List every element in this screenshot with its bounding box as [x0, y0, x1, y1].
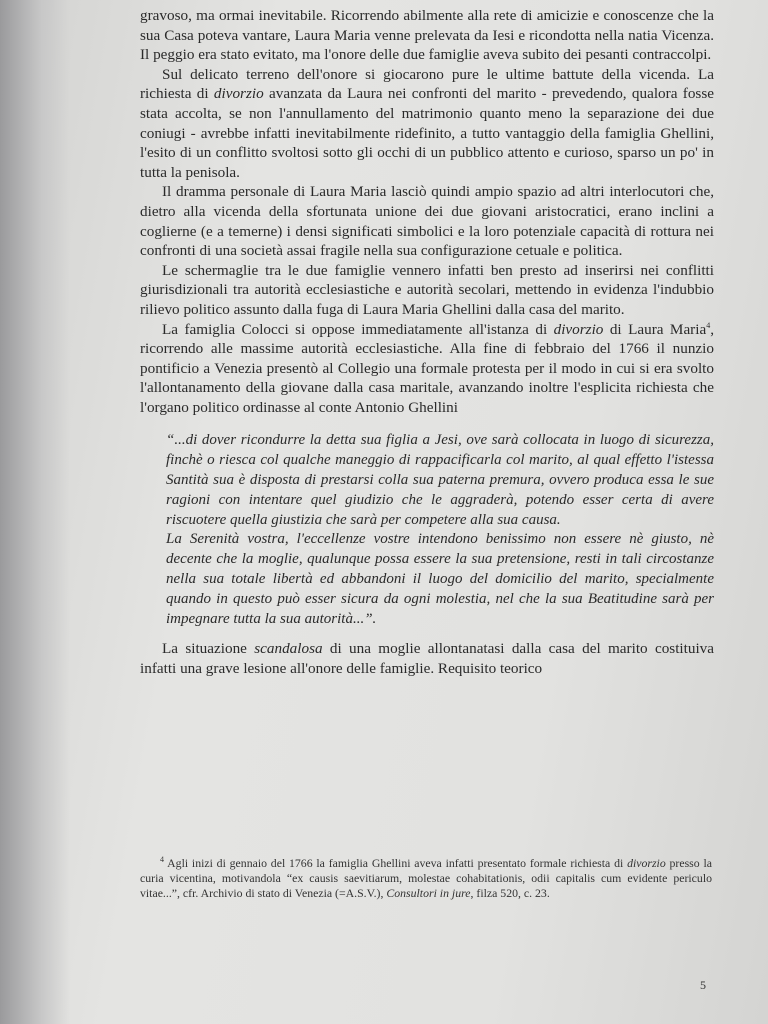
paragraph-5-text-a: La famiglia Colocci si oppose immediatamente all'istanza di	[162, 320, 554, 338]
quote-paragraph-1: “...di dover ricondurre la detta sua figlia a Jesi, ove sarà collocata in luogo di sicurezza, finchè o riesca col qualche maneggio di rappacificarla col marito, al qual effetto l'istessa Santità sua è disposta di prestarsi colla sua paterna premura, ovvero produca essa le sue ragioni con intentare quel giudizio che le aggraderà, potendo esser certa di avere riscuotere quella giustizia che sarà per competere alla sua causa.	[166, 432, 714, 528]
footnote-italic-2: Consultori in jure	[386, 886, 471, 901]
paragraph-4	[140, 261, 714, 320]
paragraph-6-text-b: di una moglie allontanatasi dalla casa del marito costituiva infatti una grave lesione all'onore delle famiglie. Requisito teorico	[140, 640, 715, 678]
paragraph-5-italic: divorzio	[553, 320, 604, 338]
paragraph-4-text: Le schermaglie tra le due famiglie vennero infatti ben presto ad inserirsi nei conflitti giurisdizionali tra autorità ecclesiastiche e autorità secolari, mettendo in evidenza l'indubbio rilievo politico assunto dalla fuga di Laura Maria Ghellini dalla casa del marito.	[140, 261, 714, 318]
paragraph-2-text-a: Sul delicato terreno dell'onore si giocarono pure le ultime battute della vicenda. La richiesta di	[140, 65, 714, 103]
footnote-mark: 4	[160, 855, 164, 865]
footnote-text-a: Agli inizi di gennaio del 1766 la famiglia Ghellini aveva infatti presentato formale richiesta di	[164, 856, 628, 870]
paragraph-5	[140, 320, 714, 418]
paragraph-5-text-b: di Laura Maria	[603, 320, 707, 338]
footnote	[140, 856, 712, 902]
paragraph-6-text-a: La situazione	[162, 640, 255, 658]
block-quote	[166, 431, 714, 629]
paragraph-2-text-b: avanzata da Laura nei confronti del marito - prevedendo, qualora fosse stata accolta, se non l'annullamento del matrimonio quanto meno la separazione dei due coniugi - avrebbe infatti inevitabilmente ridefinito, a tutto vantaggio della famiglia Ghellini, l'esito di un conflitto svoltosi sotto gli occhi di un pubblico attento e curioso, sparso un po' in tutta la penisola.	[140, 85, 714, 181]
book-spine-shadow	[0, 0, 70, 1024]
footnote-italic-1: divorzio	[627, 856, 666, 870]
paragraph-2	[140, 65, 714, 183]
page-number: 5	[700, 978, 706, 992]
paragraph-3	[140, 182, 714, 260]
paragraph-1	[140, 6, 714, 65]
paragraph-6	[140, 639, 714, 678]
quote-paragraph-2	[166, 530, 714, 629]
paragraph-5-text-c: , ricorrendo alle massime autorità ecclesiastiche. Alla fine di febbraio del 1766 il nunzio pontificio a Venezia presentò al Collegio una formale protesta per il modo in cui si era svolto l'allontanamento della giovane dalla casa maritale, avanzando inoltre l'esplicita richiesta che l'organo politico ordinasse al conte Antonio Ghellini	[140, 320, 714, 416]
footnote-text-c: , filza 520, c. 23.	[470, 886, 550, 901]
paragraph-2-italic: divorzio	[213, 85, 264, 103]
footnote-text-b: presso la curia vicentina, motivandola “ex causis saevitiarum, molestae cohabitationis, odii capitalis cum evidente periculo vitae...”, cfr. Archivio di stato di Venezia (=A.S.V.),	[140, 856, 712, 901]
paragraph-6-italic: scandalosa	[254, 640, 323, 658]
main-text	[140, 6, 714, 679]
paragraph-1-text: gravoso, ma ormai inevitabile. Ricorrendo abilmente alla rete di amicizie e conoscenze che la sua Casa poteva vantare, Laura Maria venne prelevata da Iesi e ricondotta nella natia Vicenza. Il peggio era stato evitato, ma l'onore delle due famiglie aveva subito dei pesanti contraccolpi.	[140, 7, 714, 64]
paragraph-3-text: Il dramma personale di Laura Maria lasciò quindi ampio spazio ad altri interlocutori che, dietro alla vicenda della sfortunata unione dei due giovani aristocratici, erano inclini a coglierne (e a temerne) i densi significati simbolici e la loro potenziale capacità di rottura nei confronti di una società assai fragile nella sua configurazione cetuale e politica.	[140, 183, 714, 260]
quote-paragraph-2-text: La Serenità vostra, l'eccellenze vostre intendono benissimo non essere nè giusto, nè decente che la moglie, qualunque possa essere la sua pretensione, resti in tali circostanze nella sua totale libertà ed abbandoni il luogo del domicilio del marito, specialmente quando in questo può esser sicura da ogni molestia, nel che la sua Beatitudine sarà per impegnare tutta la sua autorità...”.	[166, 531, 714, 627]
footnote-4	[140, 856, 712, 902]
footnote-ref-4: 4	[706, 320, 711, 330]
